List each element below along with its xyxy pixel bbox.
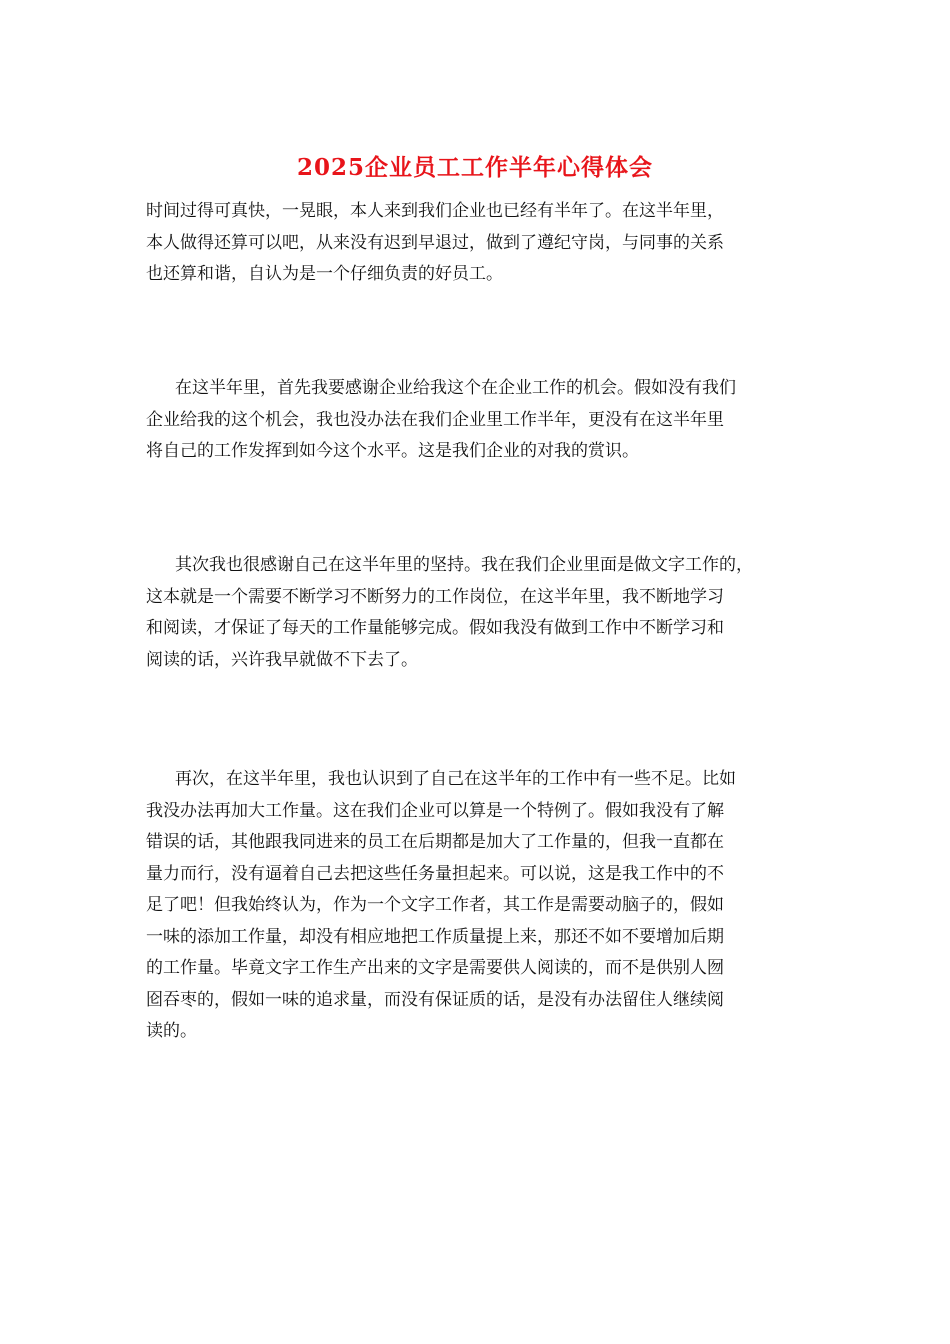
paragraph-line: 阅读的话，兴许我早就做不下去了。 (146, 649, 418, 670)
paragraph-line: 一味的添加工作量，却没有相应地把工作质量提上来，那还不如不要增加后期 (146, 926, 724, 947)
paragraph-gratitude-self (146, 550, 818, 676)
paragraph-line: 读的。 (146, 1021, 197, 1041)
paragraph-line: 将自己的工作发挥到如今这个水平。这是我们企业的对我的赏识。 (146, 441, 639, 461)
paragraph-shortcomings (146, 764, 818, 1048)
paragraph-line: 的工作量。毕竟文字工作生产出来的文字是需要供人阅读的，而不是供别人囫 (146, 958, 724, 978)
paragraph-line: 在这半年里，首先我要感谢企业给我这个在企业工作的机会。假如没有我们 (175, 378, 736, 398)
paragraph-line: 时间过得可真快，一晃眼，本人来到我们企业也已经有半年了。在这半年里， (146, 201, 724, 221)
paragraph-line: 我没办法再加大工作量。这在我们企业可以算是一个特例了。假如我没有了解 (146, 800, 724, 821)
paragraph-line: 足了吧！但我始终认为，作为一个文字工作者，其工作是需要动脑子的，假如 (146, 895, 724, 915)
paragraph-line: 再次，在这半年里，我也认识到了自己在这半年的工作中有一些不足。比如 (175, 769, 736, 789)
paragraph-line: 其次我也很感谢自己在这半年里的坚持。我在我们企业里面是做文字工作的， (175, 555, 753, 575)
paragraph-line: 这本就是一个需要不断学习不断努力的工作岗位，在这半年里，我不断地学习 (146, 586, 724, 607)
paragraph-line: 量力而行，没有逼着自己去把这些任务量担起来。可以说，这是我工作中的不 (146, 863, 724, 884)
paragraph-line: 错误的话，其他跟我同进来的员工在后期都是加大了工作量的，但我一直都在 (146, 832, 724, 852)
paragraph-line: 企业给我的这个机会，我也没办法在我们企业里工作半年，更没有在这半年里 (146, 409, 724, 430)
paragraph-line: 也还算和谐，自认为是一个仔细负责的好员工。 (146, 264, 503, 284)
paragraph-line: 和阅读，才保证了每天的工作量能够完成。假如我没有做到工作中不断学习和 (146, 618, 724, 638)
document-title: 2025企业员工工作半年心得体会 (296, 154, 653, 181)
paragraph-intro (146, 196, 818, 291)
paragraph-line: 本人做得还算可以吧，从来没有迟到早退过，做到了遵纪守岗，与同事的关系 (146, 232, 724, 253)
paragraph-line: 囵吞枣的，假如一味的追求量，而没有保证质的话，是没有办法留住人继续阅 (146, 989, 724, 1010)
paragraph-gratitude-company (146, 373, 818, 468)
